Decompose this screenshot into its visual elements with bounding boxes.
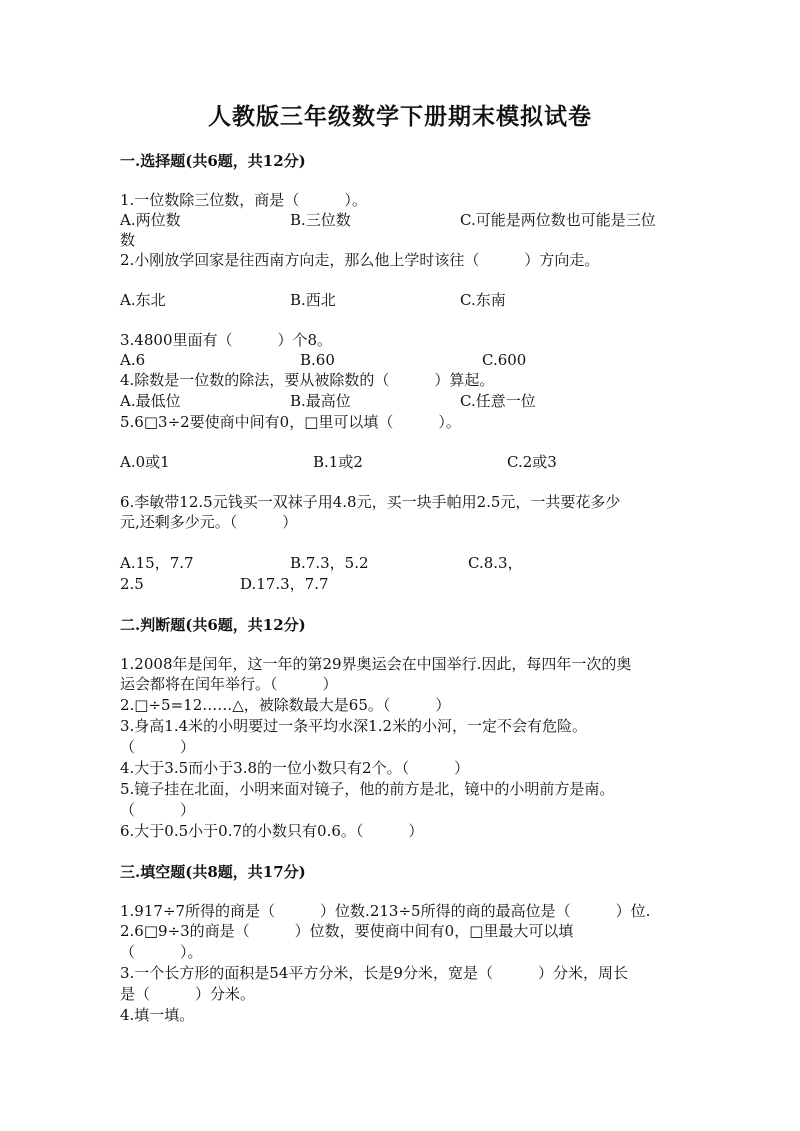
section-heading-choice: 一.选择题(共6题，共12分) (120, 152, 306, 170)
option: B.西北 (290, 291, 336, 309)
option: C.2或3 (507, 453, 557, 471)
section-heading-judgment: 二.判断题(共6题，共12分) (120, 616, 306, 634)
option: B.7.3，5.2 (290, 554, 369, 572)
option: B.最高位 (290, 392, 351, 410)
question-text: 元,还剩多少元。（ ） (120, 513, 298, 531)
question-text: 3.4800里面有（ ）个8。 (120, 331, 333, 349)
option: C.可能是两位数也可能是三位 (460, 211, 656, 229)
question-text: 4.除数是一位数的除法，要从被除数的（ ）算起。 (120, 371, 495, 389)
option: A.0或1 (120, 453, 170, 471)
option: A.6 (120, 351, 146, 369)
section-heading-fill-blank: 三.填空题(共8题，共17分) (120, 863, 306, 881)
question-text: 5.6□3÷2要使商中间有0，□里可以填（ ）。 (120, 413, 461, 431)
option: A.15，7.7 (120, 554, 194, 572)
question-text: 4.大于3.5而小于3.8的一位小数只有2个。（ ） (120, 759, 470, 777)
question-text: 3.一个长方形的面积是54平方分米，长是9分米，宽是（ ）分米，周长 (120, 964, 628, 982)
option: C.8.3， (468, 554, 523, 572)
option: B.1或2 (313, 453, 363, 471)
option: C.东南 (460, 291, 506, 309)
option: A.东北 (120, 291, 166, 309)
question-text: 1.2008年是闰年，这一年的第29界奥运会在中国举行.因此，每四年一次的奥 (120, 655, 632, 673)
question-text: 2.小刚放学回家是往西南方向走，那么他上学时该往（ ）方向走。 (120, 251, 600, 269)
question-text: （ ） (120, 801, 196, 819)
option: C.600 (482, 351, 527, 369)
option: A.最低位 (120, 392, 181, 410)
question-text: 是（ ）分米。 (120, 985, 256, 1003)
question-text: 2.6□9÷3的商是（ ）位数，要使商中间有0，□里最大可以填 (120, 922, 574, 940)
question-text: 5.镜子挂在北面，小明来面对镜子，他的前方是北，镜中的小明前方是南。 (120, 780, 615, 798)
question-text: 1.917÷7所得的商是（ ）位数.213÷5所得的商的最高位是（ ）位. (120, 902, 651, 920)
option: B.60 (300, 351, 335, 369)
option: 2.5 (120, 575, 144, 593)
page-title: 人教版三年级数学下册期末模拟试卷 (208, 103, 592, 130)
option: A.两位数 (120, 211, 181, 229)
option: 数 (120, 231, 136, 249)
question-text: （ ） (120, 738, 196, 756)
option: C.任意一位 (460, 392, 536, 410)
question-text: 6.李敏带12.5元钱买一双袜子用4.8元，买一块手帕用2.5元，一共要花多少 (120, 493, 621, 511)
question-text: 6.大于0.5小于0.7的小数只有0.6。（ ） (120, 822, 424, 840)
option: D.17.3，7.7 (240, 575, 329, 593)
question-text: 1.一位数除三位数，商是（ ）。 (120, 191, 367, 209)
question-text: 运会都将在闰年举行。（ ） (120, 675, 338, 693)
question-text: 3.身高1.4米的小明要过一条平均水深1.2米的小河，一定不会有危险。 (120, 717, 588, 735)
question-text: （ ）。 (120, 943, 203, 961)
question-text: 4.填一填。 (120, 1006, 195, 1024)
question-text: 2.□÷5=12……△，被除数最大是65。（ ） (120, 696, 451, 714)
option: B.三位数 (290, 211, 351, 229)
